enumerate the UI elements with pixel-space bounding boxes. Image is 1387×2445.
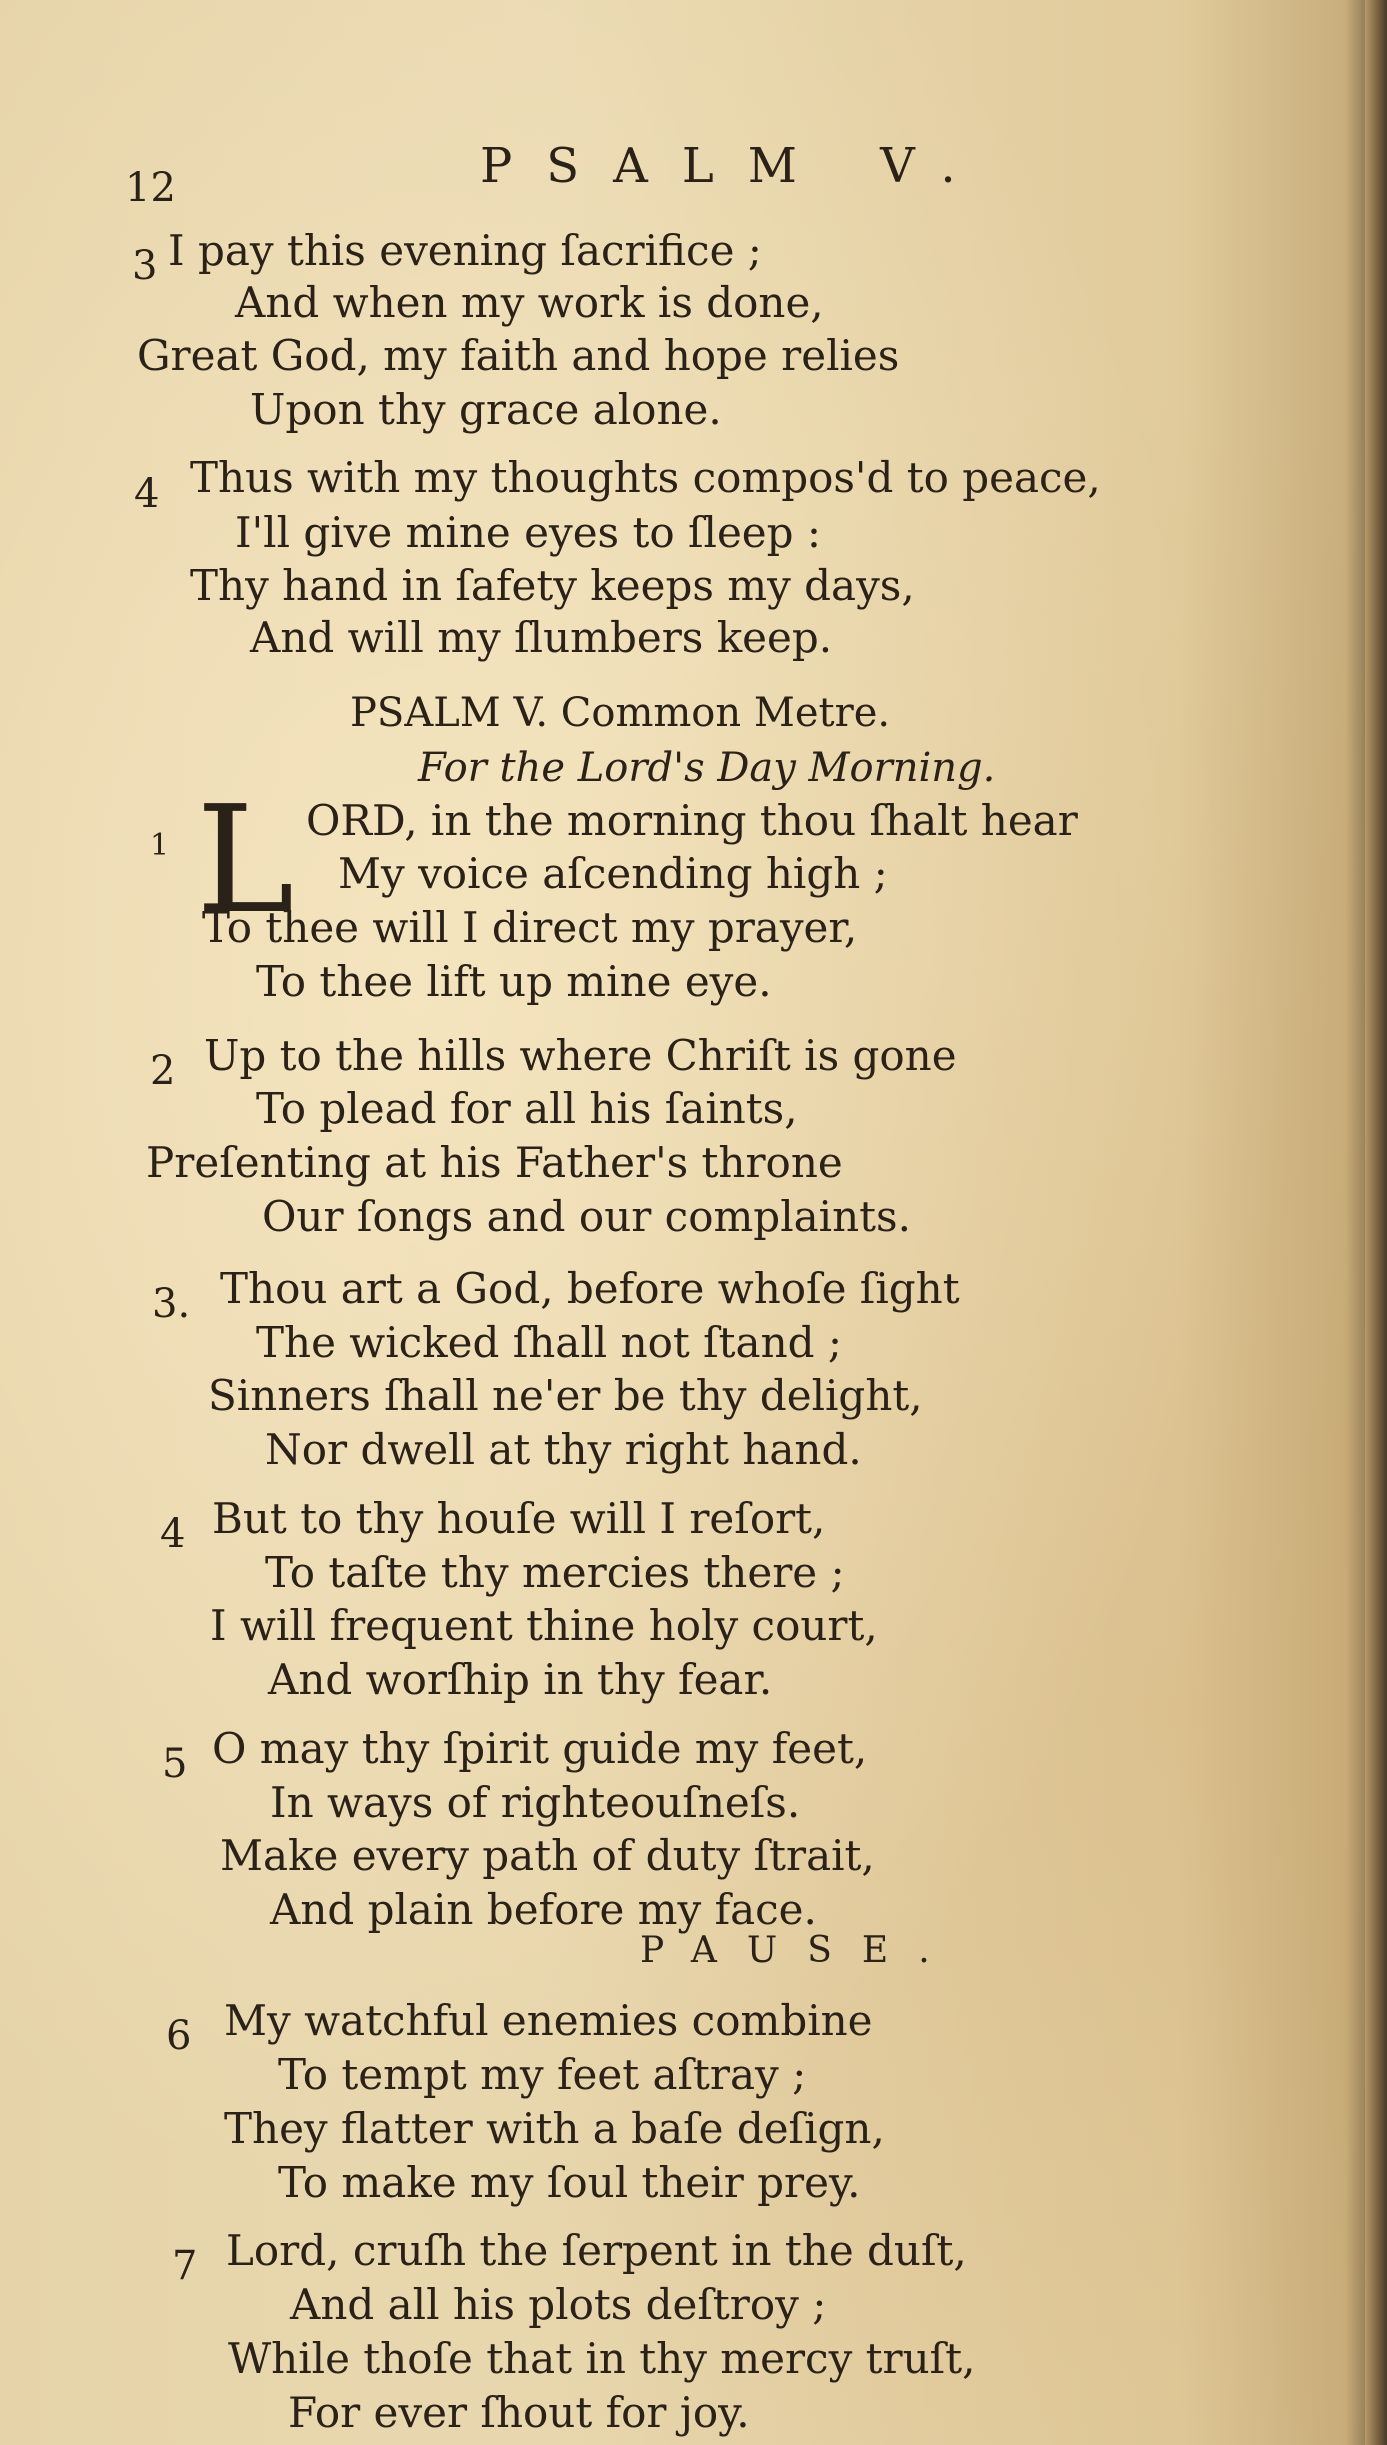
verse-line: To make my ſoul their prey.	[278, 2158, 861, 2207]
page-edge	[1365, 0, 1387, 2445]
stanza-number: 4	[134, 471, 160, 517]
verse-line: Lord, cruſh the ſerpent in the duſt,	[226, 2226, 967, 2275]
stanza-number: 7	[172, 2243, 198, 2289]
psalm-subtitle: For the Lord's Day Morning.	[418, 745, 996, 791]
verse-line: Thy hand in ſafety keeps my days,	[190, 561, 915, 610]
verse-line: Preſenting at his Father's throne	[146, 1138, 843, 1187]
verse-line: Upon thy grace alone.	[250, 385, 722, 434]
verse-line: For ever ſhout for joy.	[288, 2388, 750, 2437]
verse-line: ORD, in the morning thou ſhalt hear	[306, 796, 1078, 845]
verse-line: To taſte thy mercies there ;	[265, 1548, 845, 1597]
stanza-number: 1	[150, 828, 170, 863]
verse-line: While thoſe that in thy mercy truſt,	[228, 2334, 976, 2383]
pause-heading: PAUSE.	[640, 1930, 960, 1971]
stanza-number: 2	[150, 1048, 176, 1094]
verse-line: Make every path of duty ſtrait,	[220, 1831, 875, 1880]
verse-line: I pay this evening ſacrifice ;	[168, 226, 762, 275]
verse-line: In ways of righteouſneſs.	[270, 1778, 801, 1827]
verse-line: And worſhip in thy fear.	[268, 1655, 773, 1704]
verse-line: To plead for all his ſaints,	[256, 1084, 798, 1133]
verse-line: And plain before my face.	[270, 1885, 817, 1934]
verse-line: The wicked ſhall not ſtand ;	[256, 1318, 843, 1367]
stanza-number: 5	[162, 1741, 188, 1787]
verse-line: And will my ſlumbers keep.	[250, 613, 833, 662]
verse-line: Nor dwell at thy right hand.	[265, 1425, 862, 1474]
stanza-number: 3.	[152, 1281, 191, 1327]
verse-line: And all his plots deſtroy ;	[290, 2280, 827, 2329]
verse-line: O may thy ſpirit guide my feet,	[212, 1724, 868, 1773]
stanza-number: 6	[166, 2013, 192, 2059]
verse-line: My voice aſcending high ;	[338, 849, 888, 898]
stanza-number: 3	[132, 243, 158, 289]
verse-line: To thee will I direct my prayer,	[202, 903, 858, 952]
verse-line: Sinners ſhall ne'er be thy delight,	[208, 1371, 923, 1420]
verse-line: Great God, my faith and hope relies	[137, 331, 900, 380]
verse-line: My watchful enemies combine	[224, 1996, 873, 2045]
verse-line: To thee lift up mine eye.	[256, 957, 772, 1006]
verse-line: Thou art a God, before whoſe ſight	[220, 1264, 960, 1313]
verse-line: But to thy houſe will I reſort,	[212, 1494, 826, 1543]
verse-line: And when my work is done,	[235, 278, 824, 327]
verse-line: Our ſongs and our complaints.	[262, 1192, 911, 1241]
verse-line: To tempt my feet aſtray ;	[278, 2050, 807, 2099]
running-title: PSALM V.	[480, 138, 990, 194]
drop-cap: L	[196, 774, 295, 946]
stanza-number: 4	[160, 1511, 186, 1557]
page-number: 12	[125, 165, 176, 211]
verse-line: They flatter with a baſe deſign,	[224, 2104, 885, 2153]
verse-line: I'll give mine eyes to ſleep :	[235, 508, 822, 557]
verse-line: Thus with my thoughts compos'd to peace,	[190, 453, 1101, 502]
verse-line: Up to the hills where Chriſt is gone	[204, 1031, 957, 1080]
verse-line: I will frequent thine holy court,	[210, 1601, 878, 1650]
psalm-title: PSALM V. Common Metre.	[350, 690, 891, 736]
